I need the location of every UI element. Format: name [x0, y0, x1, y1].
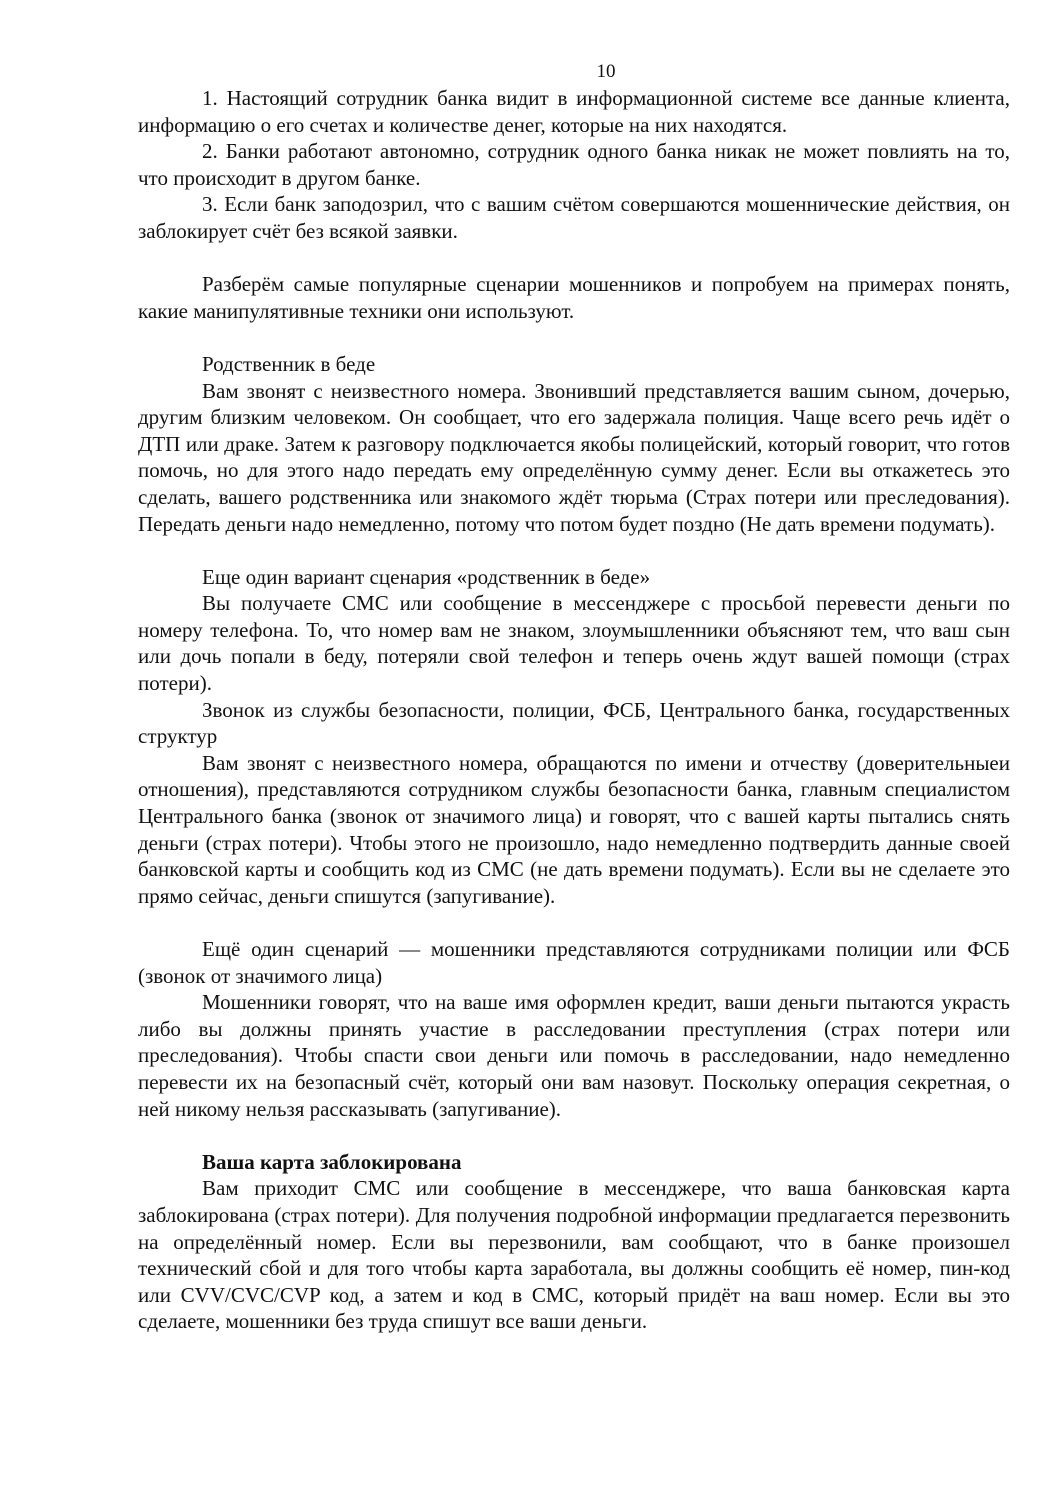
section-heading-card-blocked: Ваша карта заблокирована [202, 1149, 462, 1174]
page-number: 10 [596, 61, 616, 82]
section-heading-relative-in-trouble: Родственник в беде [202, 351, 376, 376]
paragraph-gap [138, 909, 1010, 936]
paragraph-gap [138, 537, 1010, 564]
page-content [138, 85, 1010, 1335]
list-item-2: 2. Банки работают автономно, сотрудник одного банка никак не может повлиять на то, что происходит в другом банке. [138, 139, 1010, 190]
list-item-3: 3. Если банк заподозрил, что с вашим счётом совершаются мошеннические действия, он заблокирует счёт без всякой заявки. [138, 192, 1010, 243]
section-heading-police-fsb: Ещё один сценарий — мошенники представляются сотрудниками полиции или ФСБ (звонок от значимого лица) [138, 937, 1010, 988]
list-item-1: 1. Настоящий сотрудник банка видит в информационной системе все данные клиента, информацию о его счетах и количестве денег, которые на них находятся. [138, 86, 1010, 137]
paragraph-gap [138, 245, 1010, 272]
paragraph-police-fsb: Мошенники говорят, что на ваше имя оформлен кредит, ваши деньги пытаются украсть либо вы должны принять участие в расследовании преступления (страх потери или преследования). Чтобы спасти свои деньги или помочь в расследовании, надо немедленно перевести их на безопасный счёт, который они вам назовут. Поскольку операция секретная, о ней никому нельзя рассказывать (запугивание). [138, 990, 1010, 1121]
paragraph-gap [138, 1122, 1010, 1149]
paragraph-card-blocked: Вам приходит СМС или сообщение в мессенджере, что ваша банковская карта заблокирована (страх потери). Для получения подробной информации предлагается перезвонить на определённый номер. Если вы перезвонили, вам сообщают, что в банке произошел технический сбой и для того чтобы карта заработала, вы должны сообщить её номер, пин-код или CVV/CVC/CVP код, а затем и код в СМС, который придёт на ваш номер. Если вы это сделаете, мошенники без труда спишут все ваши деньги. [138, 1176, 1010, 1334]
paragraph-security-call: Вам звонят с неизвестного номера, обращаются по имени и отчеству (доверительныеи отношения), представляются сотрудником службы безопасности банка, главным специалистом Центрального банка (звонок от значимого лица) и говорят, что с вашей карты пытались снять деньги (страх потери). Чтобы этого не произошло, надо немедленно подтвердить данные своей банковской карты и сообщить код из СМС (не дать времени подумать). Если вы не сделаете это прямо сейчас, деньги спишутся (запугивание). [138, 750, 1010, 908]
section-heading-another-variant: Еще один вариант сценария «родственник в беде» [202, 564, 651, 589]
paragraph-gap [138, 324, 1010, 351]
paragraph-relative-in-trouble: Вам звонят с неизвестного номера. Звонивший представляется вашим сыном, дочерью, другим близким человеком. Он сообщает, что его задержала полиция. Чаще всего речь идёт о ДТП или драке. Затем к разговору подключается якобы полицейский, который говорит, что готов помочь, но для этого надо передать ему определённую сумму денег. Если вы откажетесь это сделать, вашего родственника или знакомого ждёт тюрьма (Страх потери или преследования). Передать деньги надо немедленно, потому что потом будет поздно (Не дать времени подумать). [138, 378, 1010, 536]
section-heading-security-call: Звонок из службы безопасности, полиции, ФСБ, Центрального банка, государственных структур [138, 697, 1010, 749]
paragraph-another-variant: Вы получаете СМС или сообщение в мессенджере с просьбой перевести деньги по номеру телефона. То, что номер вам не знаком, злоумышленники объясняют тем, что ваш сын или дочь попали в беду, потеряли свой телефон и теперь очень ждут вашей помощи (страх потери). [138, 591, 1010, 696]
intro-paragraph: Разберём самые популярные сценарии мошенников и попробуем на примерах понять, какие манипулятивные техники они используют. [138, 272, 1010, 323]
